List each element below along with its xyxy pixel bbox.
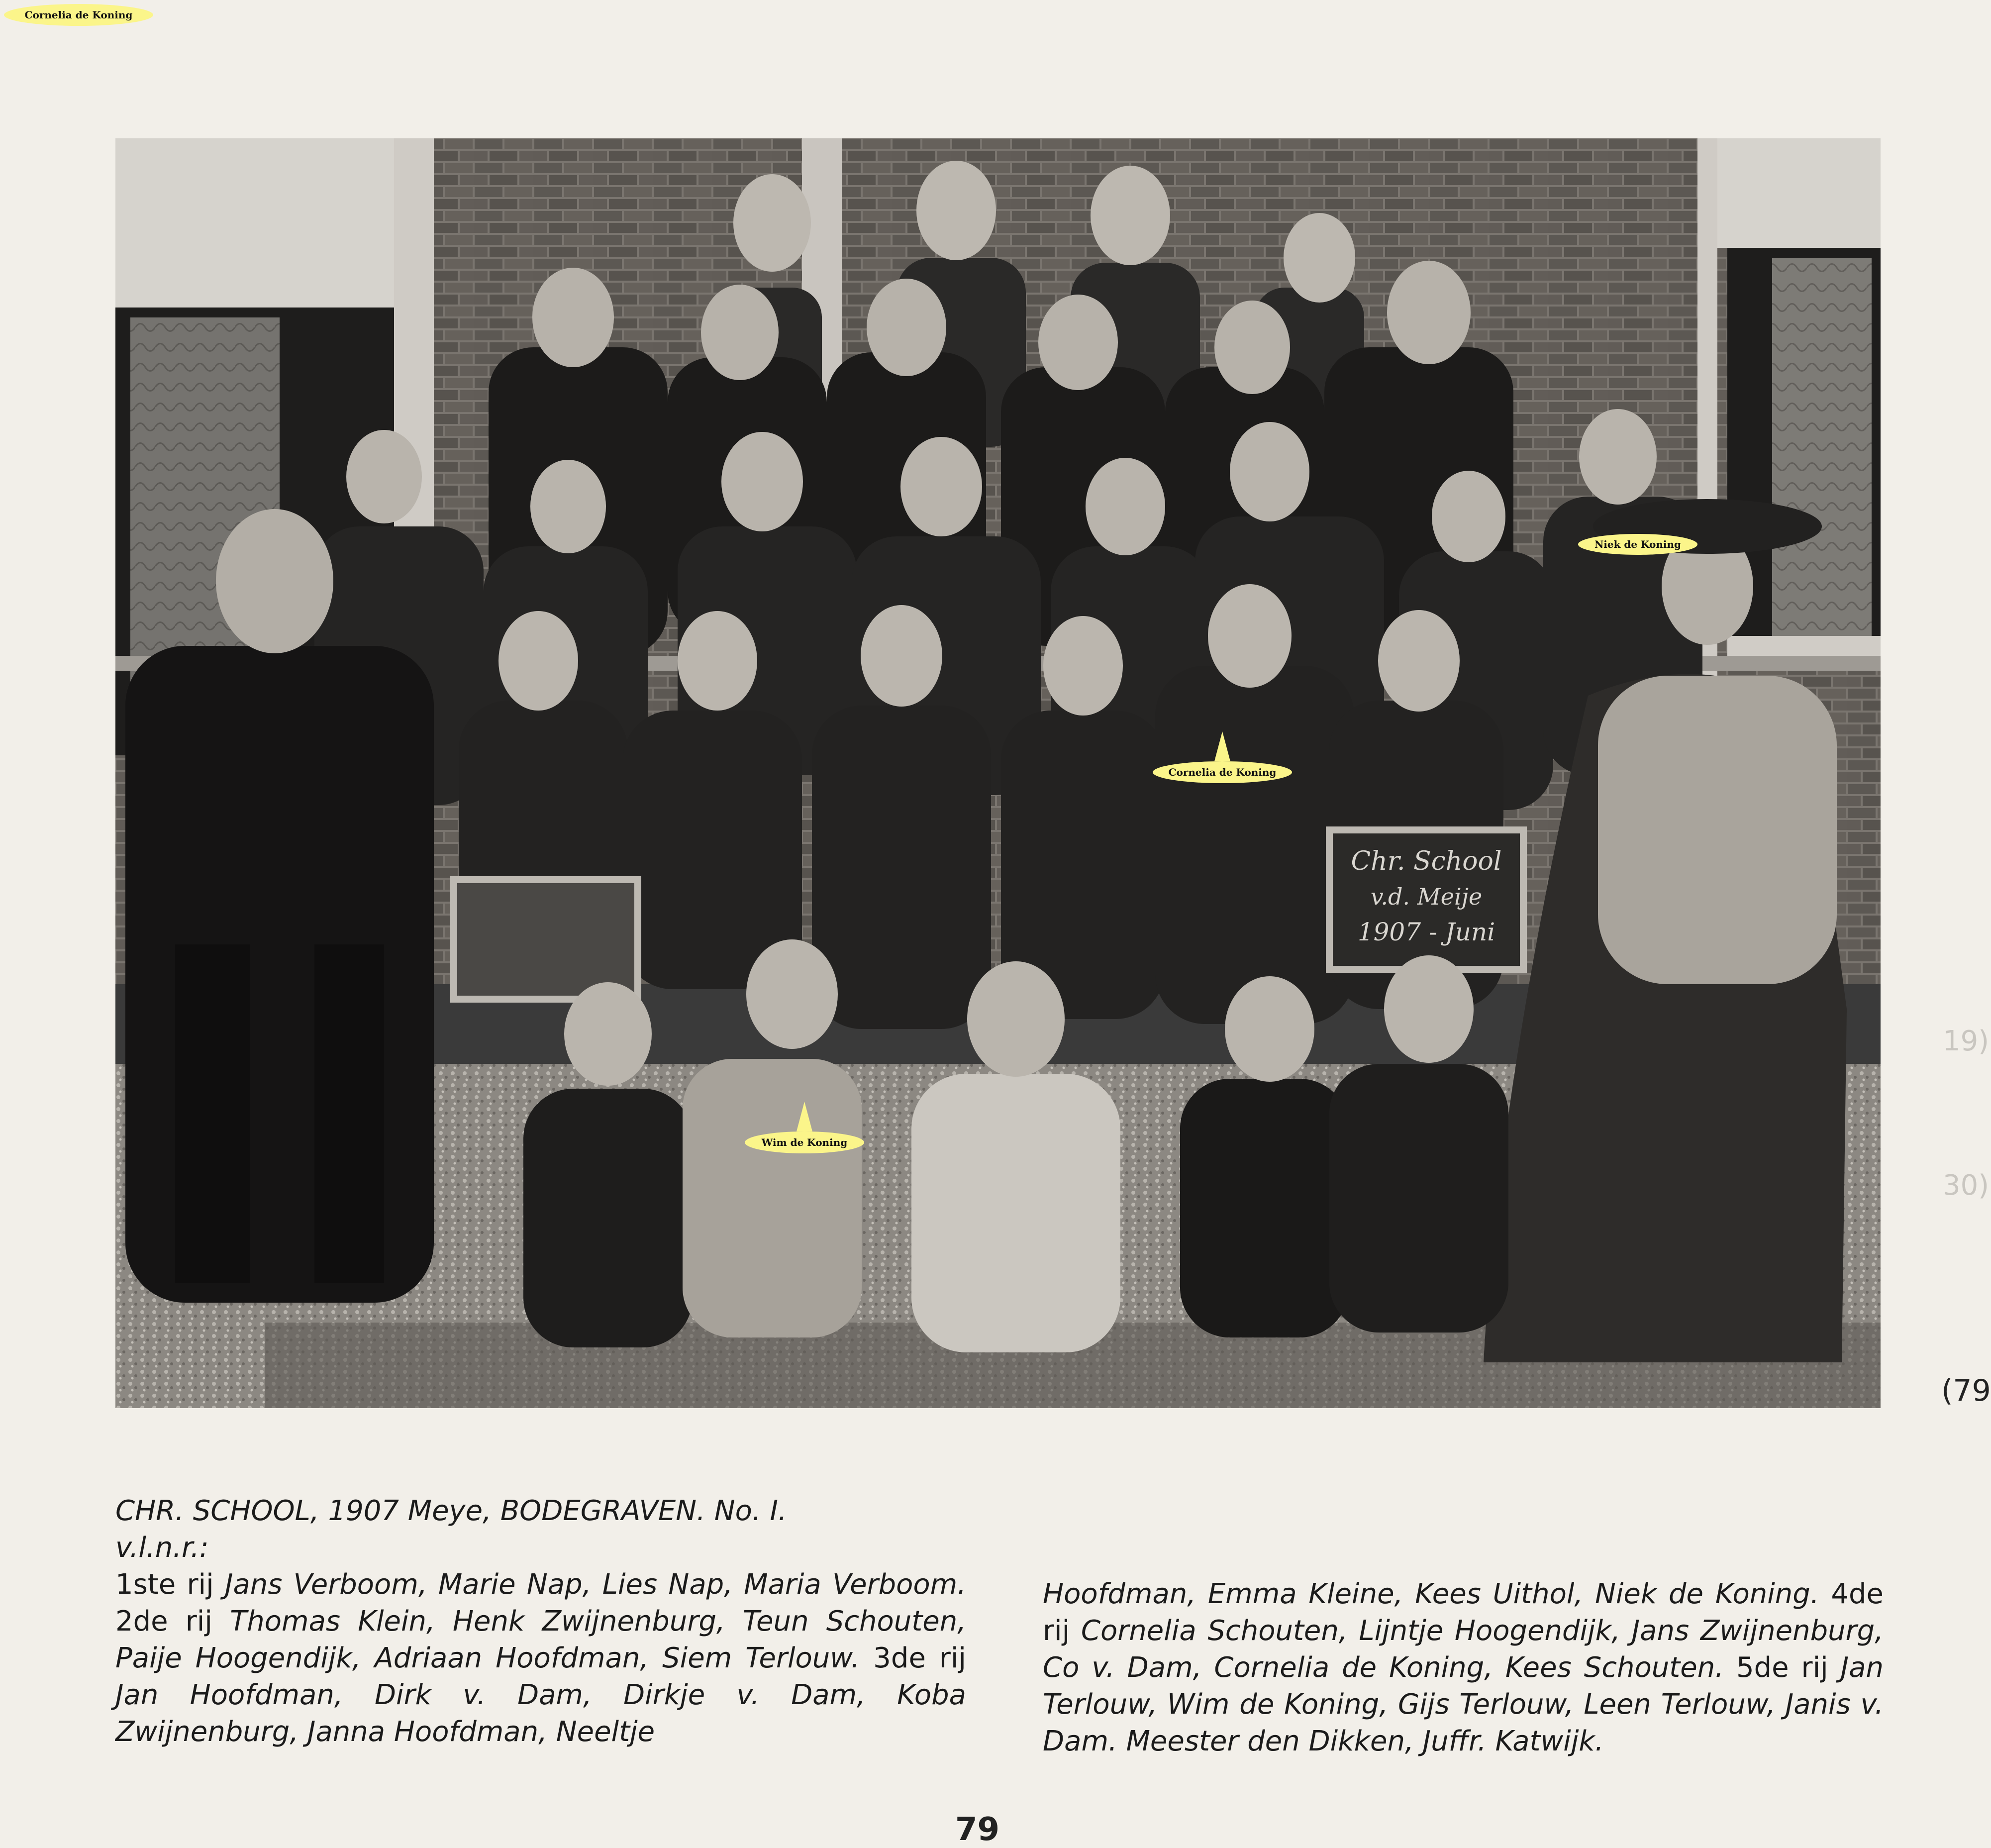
tag-pointer	[1214, 731, 1230, 761]
slate-line-2: v.d. Meije	[1370, 883, 1483, 910]
slate-line-1: Chr. School	[1351, 846, 1502, 876]
tag-niek-de-koning	[1578, 534, 1697, 555]
class-photo	[115, 138, 1881, 1408]
row1-label: 1ste rij	[115, 1568, 214, 1601]
page-number: 79	[955, 1811, 1000, 1848]
row2-names: Thomas Klein, Henk Zwijnenburg, Teun Schouten, Paije Hoogendijk, Adriaan Hoofdman, Siem Terlouw.	[115, 1605, 967, 1674]
row3-names-a: Jan Hoofdman, Dirk v. Dam, Dirkje v. Dam, Koba Zwijnenburg, Janna Hoofdman, Neeltje	[115, 1679, 966, 1748]
annotation-cornelia-top: Cornelia de Koning	[4, 4, 153, 26]
caption-title: CHR. SCHOOL, 1907 Meye, BODEGRAVEN. No. I.	[115, 1495, 787, 1527]
margin-faint-2: 30)	[1943, 1169, 1990, 1202]
row4-names: Cornelia Schouten, Lijntje Hoogendijk, Jans Zwijnenburg, Co v. Dam, Cornelia de Koning, Kees Schouten.	[1043, 1615, 1884, 1684]
caption-vlnr: v.l.n.r.:	[115, 1532, 209, 1564]
row1-names: Jans Verboom, Marie Nap, Lies Nap, Maria Verboom.	[224, 1568, 967, 1601]
caption-right-column	[1043, 1576, 1884, 1760]
caption-body-left	[115, 1566, 966, 1750]
tag-label: Cornelia de Koning	[1168, 766, 1277, 778]
row5-names: Jan Terlouw, Wim de Koning, Gijs Terlouw, Leen Terlouw, Janis v. Dam. Meester den Dikken, Juffr. Katwijk.	[1043, 1651, 1884, 1757]
caption-left-column	[115, 1493, 966, 1750]
row5-label: 5de rij	[1736, 1651, 1828, 1684]
slate-line-3: 1907 - Juni	[1357, 918, 1495, 946]
row4-label: 4de rij	[1043, 1578, 1884, 1647]
margin-page-reference: (79	[1941, 1373, 1991, 1408]
tag-label: Niek de Koning	[1594, 538, 1682, 550]
slate-right	[1329, 830, 1523, 969]
tag-wim-de-koning	[745, 1131, 864, 1153]
slate-left	[454, 880, 638, 999]
row3-names-b: Hoofdman, Emma Kleine, Kees Uithol, Niek de Koning.	[1043, 1578, 1819, 1610]
tag-pointer	[796, 1102, 812, 1131]
row3-label: 3de rij	[873, 1642, 966, 1674]
tag-cornelia-de-koning	[1153, 761, 1292, 783]
caption-body-right	[1043, 1576, 1884, 1760]
tag-label: Wim de Koning	[761, 1136, 848, 1148]
margin-faint-1: 19)	[1943, 1025, 1990, 1057]
photo-drawing	[115, 138, 1881, 1408]
row2-label: 2de rij	[115, 1605, 212, 1638]
show-through-text	[115, 1414, 1882, 1494]
